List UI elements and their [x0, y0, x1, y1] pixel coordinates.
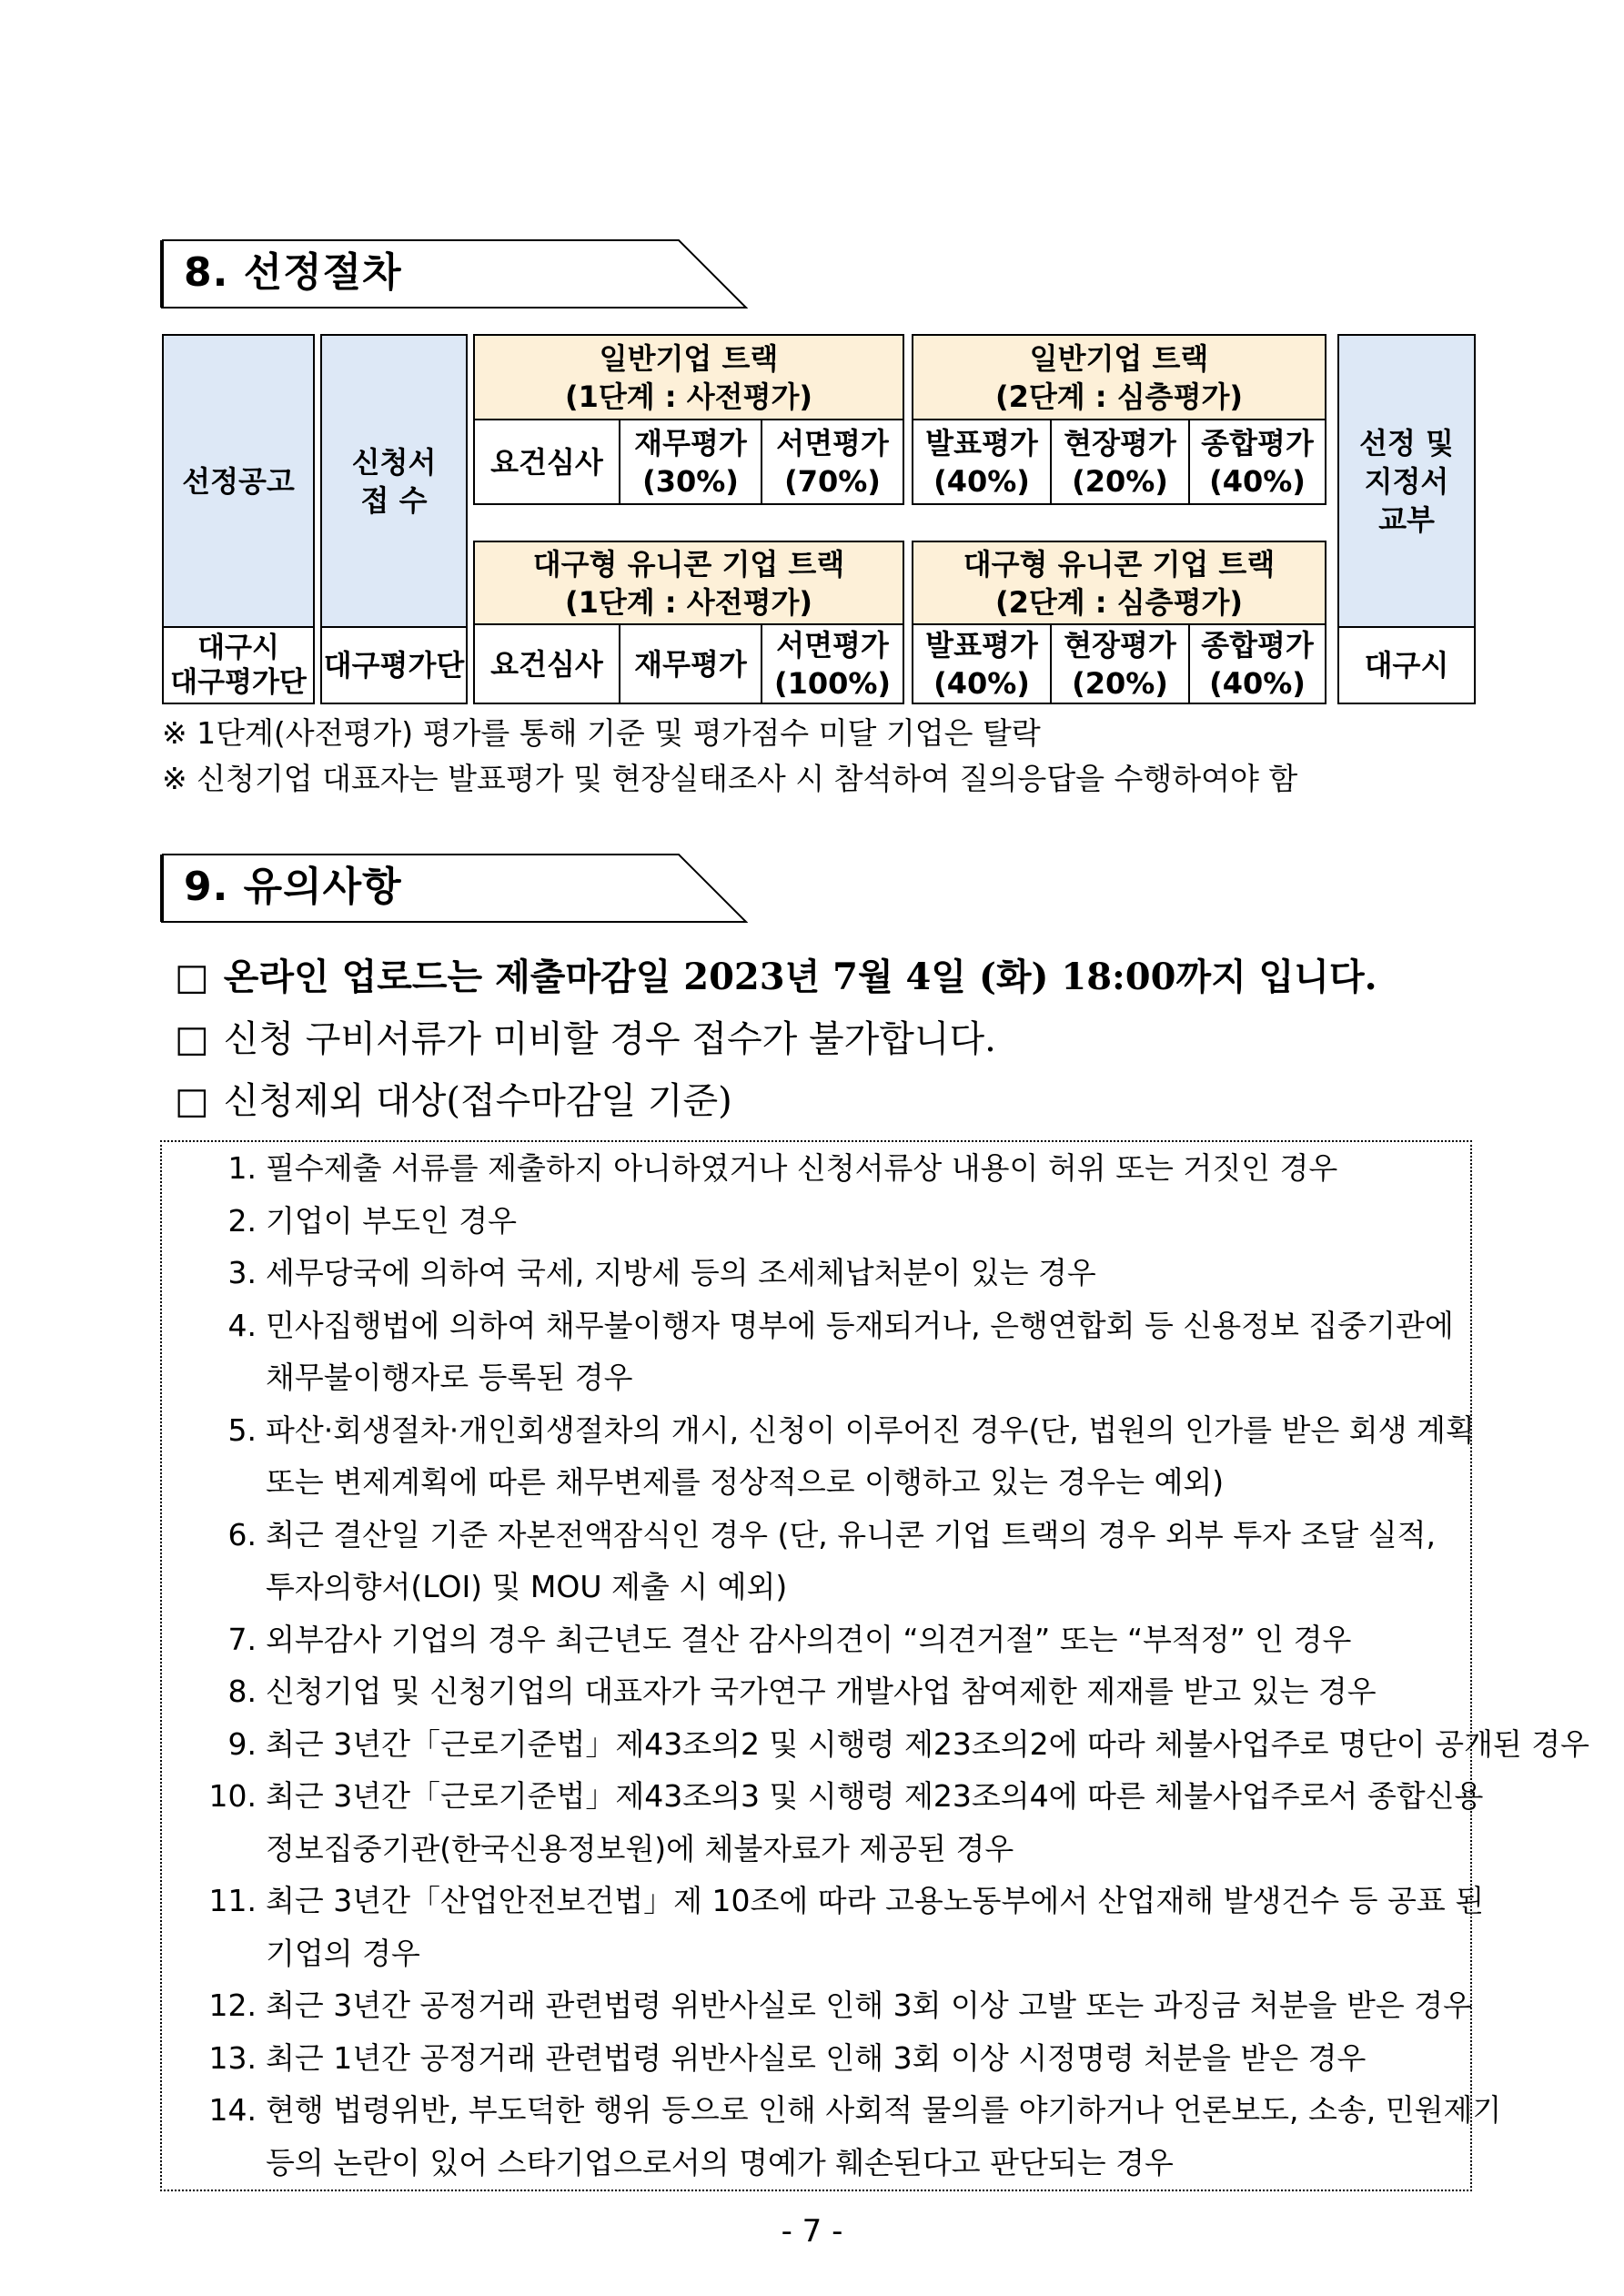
check-item-documents-text: 신청 구비서류가 미비할 경우 접수가 불가합니다.	[223, 1018, 996, 1060]
exclusion-item-number: 3.	[227, 1255, 257, 1290]
unicorn-stage2-header-text: 대구형 유니콘 기업 트랙 (2단계 : 심층평가)	[963, 546, 1276, 620]
check-item-exclusions-text: 신청제외 대상(접수마감일 기준)	[223, 1080, 732, 1122]
exclusion-item-text: 채무불이행자로 등록된 경우	[266, 1360, 633, 1395]
section-8-title: 8. 선정절차	[184, 249, 402, 296]
section-8-heading	[160, 238, 748, 309]
exclusion-item-text: 외부감사 기업의 경우 최근년도 결산 감사의견이 “의견거절” 또는 “부적정” 인 경우	[266, 1621, 1352, 1657]
exclusion-item-text: 최근 3년간「근로기준법」제43조의2 및 시행령 제23조의2에 따라 체불사업주로 명단이 공개된 경우	[266, 1725, 1589, 1762]
cell-application-owner-text: 대구평가단	[323, 648, 465, 683]
general-stage2-cell-1: 현장평가 (20%)	[1064, 425, 1176, 499]
note-1: ※ 1단계(사전평가) 평가를 통해 기준 및 평가점수 미달 기업은 탈락	[162, 715, 1041, 751]
general-stage1-cell-1: 재무평가 (30%)	[634, 425, 747, 499]
exclusion-item-number: 10.	[208, 1778, 257, 1814]
unicorn-stage2-header	[912, 541, 1326, 625]
section-9-heading	[160, 853, 748, 924]
cell-selection-owner-text: 대구시	[1364, 648, 1449, 683]
exclusion-item-text: 기업의 경우	[266, 1935, 420, 1971]
cell-selection-owner	[1337, 626, 1476, 704]
general-stage2-cell-0: 발표평가 (40%)	[925, 425, 1038, 499]
exclusion-item-text: 최근 3년간「근로기준법」제43조의3 및 시행령 제23조의4에 따른 체불사업주로서 종합신용	[266, 1778, 1484, 1814]
exclusion-item-text: 신청기업 및 신청기업의 대표자가 국가연구 개발사업 참여제한 제재를 받고 있는 경우	[266, 1674, 1377, 1709]
exclusion-item-number: 4.	[227, 1307, 257, 1343]
general-stage1-requirements	[473, 419, 620, 505]
exclusion-item-text: 정보집중기관(한국신용정보원)에 체불자료가 제공된 경우	[266, 1830, 1014, 1866]
exclusion-item-text: 최근 1년간 공정거래 관련법령 위반사실로 인해 3회 이상 시정명령 처분을 받은 경우	[266, 2039, 1367, 2076]
cell-selection-issuance-text: 선정 및 지정서 교부	[1359, 425, 1454, 537]
unicorn-stage1-cell-1: 재무평가	[634, 646, 747, 682]
exclusion-item-text: 기업이 부도인 경우	[266, 1202, 518, 1239]
unicorn-stage2-onsite	[1050, 623, 1190, 704]
exclusion-item-text: 파산·회생절차·개인회생절차의 개시, 신청이 이루어진 경우(단, 법원의 인가를 받은 회생 계획	[266, 1411, 1475, 1448]
cell-announcement	[162, 334, 315, 628]
unicorn-stage2-cell-1: 현장평가 (20%)	[1064, 627, 1176, 701]
exclusion-item-number: 11.	[208, 1883, 257, 1918]
exclusion-item-number: 13.	[208, 2039, 257, 2076]
general-stage1-cell-0: 요건심사	[490, 444, 603, 480]
checkbox-icon: □	[175, 1018, 209, 1060]
exclusion-item-text: 등의 논란이 있어 스타기업으로서의 명예가 훼손된다고 판단되는 경우	[266, 2144, 1174, 2180]
general-stage2-cell-2: 종합평가 (40%)	[1201, 425, 1314, 499]
exclusion-list-box	[160, 1140, 1472, 2191]
checkbox-icon: □	[175, 956, 209, 998]
unicorn-stage1-header	[473, 541, 904, 625]
check-item-deadline-text: 온라인 업로드는 제출마감일 2023년 7월 4일 (화) 18:00까지 입니다.	[223, 956, 1377, 998]
checkbox-icon: □	[175, 1080, 209, 1122]
general-stage1-header-text: 일반기업 트랙 (1단계 : 사전평가)	[564, 340, 813, 414]
exclusion-item-text: 최근 3년간 공정거래 관련법령 위반사실로 인해 3회 이상 고발 또는 과징금 처분을 받은 경우	[266, 1988, 1472, 2023]
exclusion-item-text: 필수제출 서류를 제출하지 아니하였거나 신청서류상 내용이 허위 또는 거짓인 경우	[266, 1150, 1338, 1186]
check-item-documents	[175, 1014, 996, 1065]
unicorn-stage1-cell-2: 서면평가 (100%)	[773, 627, 892, 701]
unicorn-stage2-cell-0: 발표평가 (40%)	[925, 627, 1038, 701]
unicorn-stage1-financial	[619, 623, 762, 704]
note-2: ※ 신청기업 대표자는 발표평가 및 현장실태조사 시 참석하여 질의응답을 수행하여야 함	[162, 761, 1298, 796]
general-stage1-header	[473, 334, 904, 420]
general-stage2-header	[912, 334, 1326, 420]
cell-selection-issuance	[1337, 334, 1476, 628]
exclusion-item-number: 6.	[227, 1516, 257, 1553]
cell-announcement-owner-text: 대구시 대구평가단	[170, 632, 307, 699]
exclusion-item-number: 2.	[227, 1202, 257, 1239]
general-stage2-presentation	[912, 419, 1052, 505]
exclusion-item-number: 8.	[227, 1674, 257, 1709]
cell-announcement-owner	[162, 626, 315, 704]
general-stage1-financial	[619, 419, 762, 505]
general-stage2-overall	[1188, 419, 1326, 505]
check-item-exclusions	[175, 1076, 732, 1127]
exclusion-item-text: 또는 변제계획에 따른 채무변제를 정상적으로 이행하고 있는 경우는 예외)	[266, 1464, 1225, 1500]
general-stage1-written	[761, 419, 904, 505]
unicorn-stage1-cell-0: 요건심사	[490, 646, 603, 682]
exclusion-item-number: 1.	[227, 1150, 257, 1186]
exclusion-item-number: 9.	[227, 1725, 257, 1762]
exclusion-item-text: 투자의향서(LOI) 및 MOU 제출 시 예외)	[266, 1569, 788, 1604]
cell-announcement-text: 선정공고	[182, 463, 295, 499]
exclusion-item-text: 최근 3년간「산업안전보건법」제 10조에 따라 고용노동부에서 산업재해 발생건수 등 공표 된	[266, 1883, 1485, 1918]
cell-application	[320, 334, 468, 628]
exclusion-item-text: 민사집행법에 의하여 채무불이행자 명부에 등재되거나, 은행연합회 등 신용정보 집중기관에	[266, 1307, 1454, 1343]
check-item-deadline	[175, 952, 1377, 1003]
unicorn-stage1-header-text: 대구형 유니콘 기업 트랙 (1단계 : 사전평가)	[532, 546, 845, 620]
general-stage2-header-text: 일반기업 트랙 (2단계 : 심층평가)	[994, 340, 1244, 414]
exclusion-item-number: 14.	[208, 2092, 257, 2128]
exclusion-item-text: 세무당국에 의하여 국세, 지방세 등의 조세체납처분이 있는 경우	[266, 1255, 1096, 1290]
exclusion-item-number: 12.	[208, 1988, 257, 2023]
unicorn-stage2-cell-2: 종합평가 (40%)	[1201, 627, 1314, 701]
unicorn-stage2-overall	[1188, 623, 1326, 704]
general-stage1-cell-2: 서면평가 (70%)	[776, 425, 889, 499]
exclusion-item-text: 최근 결산일 기준 자본전액잠식인 경우 (단, 유니콘 기업 트랙의 경우 외부 투자 조달 실적,	[266, 1516, 1436, 1553]
cell-application-owner	[320, 626, 468, 704]
exclusion-item-number: 7.	[227, 1621, 257, 1657]
exclusion-item-number: 5.	[227, 1411, 257, 1448]
unicorn-stage1-written	[761, 623, 904, 704]
unicorn-stage1-requirements	[473, 623, 620, 704]
unicorn-stage2-presentation	[912, 623, 1052, 704]
cell-application-text: 신청서 접 수	[351, 444, 437, 518]
page-number: - 7 -	[781, 2213, 843, 2250]
exclusion-item-text: 현행 법령위반, 부도덕한 행위 등으로 인해 사회적 물의를 야기하거나 언론보도, 소송, 민원제기	[266, 2092, 1502, 2128]
general-stage2-onsite	[1050, 419, 1190, 505]
section-9-title: 9. 유의사항	[184, 864, 402, 910]
